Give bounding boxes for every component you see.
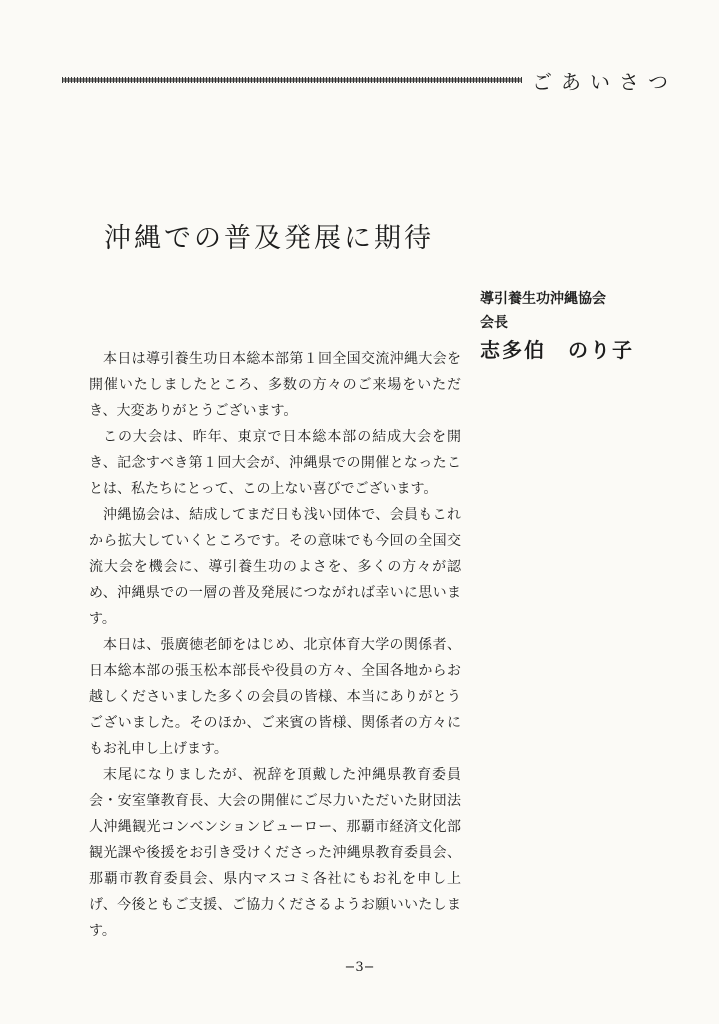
paragraph: 本日は導引養生功日本総本部第１回全国交流沖縄大会を開催いたしましたところ、多数の方々のご来場をいただき、大変ありがとうございます。 [89,351,461,419]
author-block [480,287,700,365]
page-number: −3− [344,960,375,975]
body-text [89,346,461,944]
paragraph: この大会は、昨年、東京で日本総本部の結成大会を開き、記念すべき第１回大会が、沖縄県での開催となったことは、私たちにとって、この上ない喜びでございます。 [89,429,461,497]
author-organization: 導引養生功沖縄協会 [480,291,606,307]
paragraph: 本日は、張廣徳老師をはじめ、北京体育大学の関係者、日本総本部の張玉松本部長や役員の方々、全国各地からお越しくださいました多くの会員の皆様、本当にありがとうございました。そのほか、ご来賓の皆様、関係者の方々にもお礼申し上げます。 [89,637,461,757]
paragraph: 沖縄協会は、結成してまだ日も浅い団体で、会員もこれから拡大していくところです。その意味でも今回の全国交流大会を機会に、導引養生功のよさを、多くの方々が認め、沖縄県での一層の普及発展につながれば幸いに思います。 [89,507,461,627]
page-title: 沖縄での普及発展に期待 [104,223,434,254]
author-role: 会長 [480,315,508,331]
author-name: 志多伯 のり子 [480,338,634,362]
section-label: ごあいさつ [532,70,677,94]
header-rule-solid [62,78,522,82]
paragraph: 末尾になりましたが、祝辞を頂戴した沖縄県教育委員会・安室肇教育長、大会の開催にご尽力いただいた財団法人沖縄観光コンベンションビューロー、那覇市経済文化部観光課や後援をお引き受けくださった沖縄県教育委員会、那覇市教育委員会、県内マスコミ各社にもお礼を申し上げ、今後ともご支援、ご協力くださるようお願いいたします。 [89,767,461,939]
